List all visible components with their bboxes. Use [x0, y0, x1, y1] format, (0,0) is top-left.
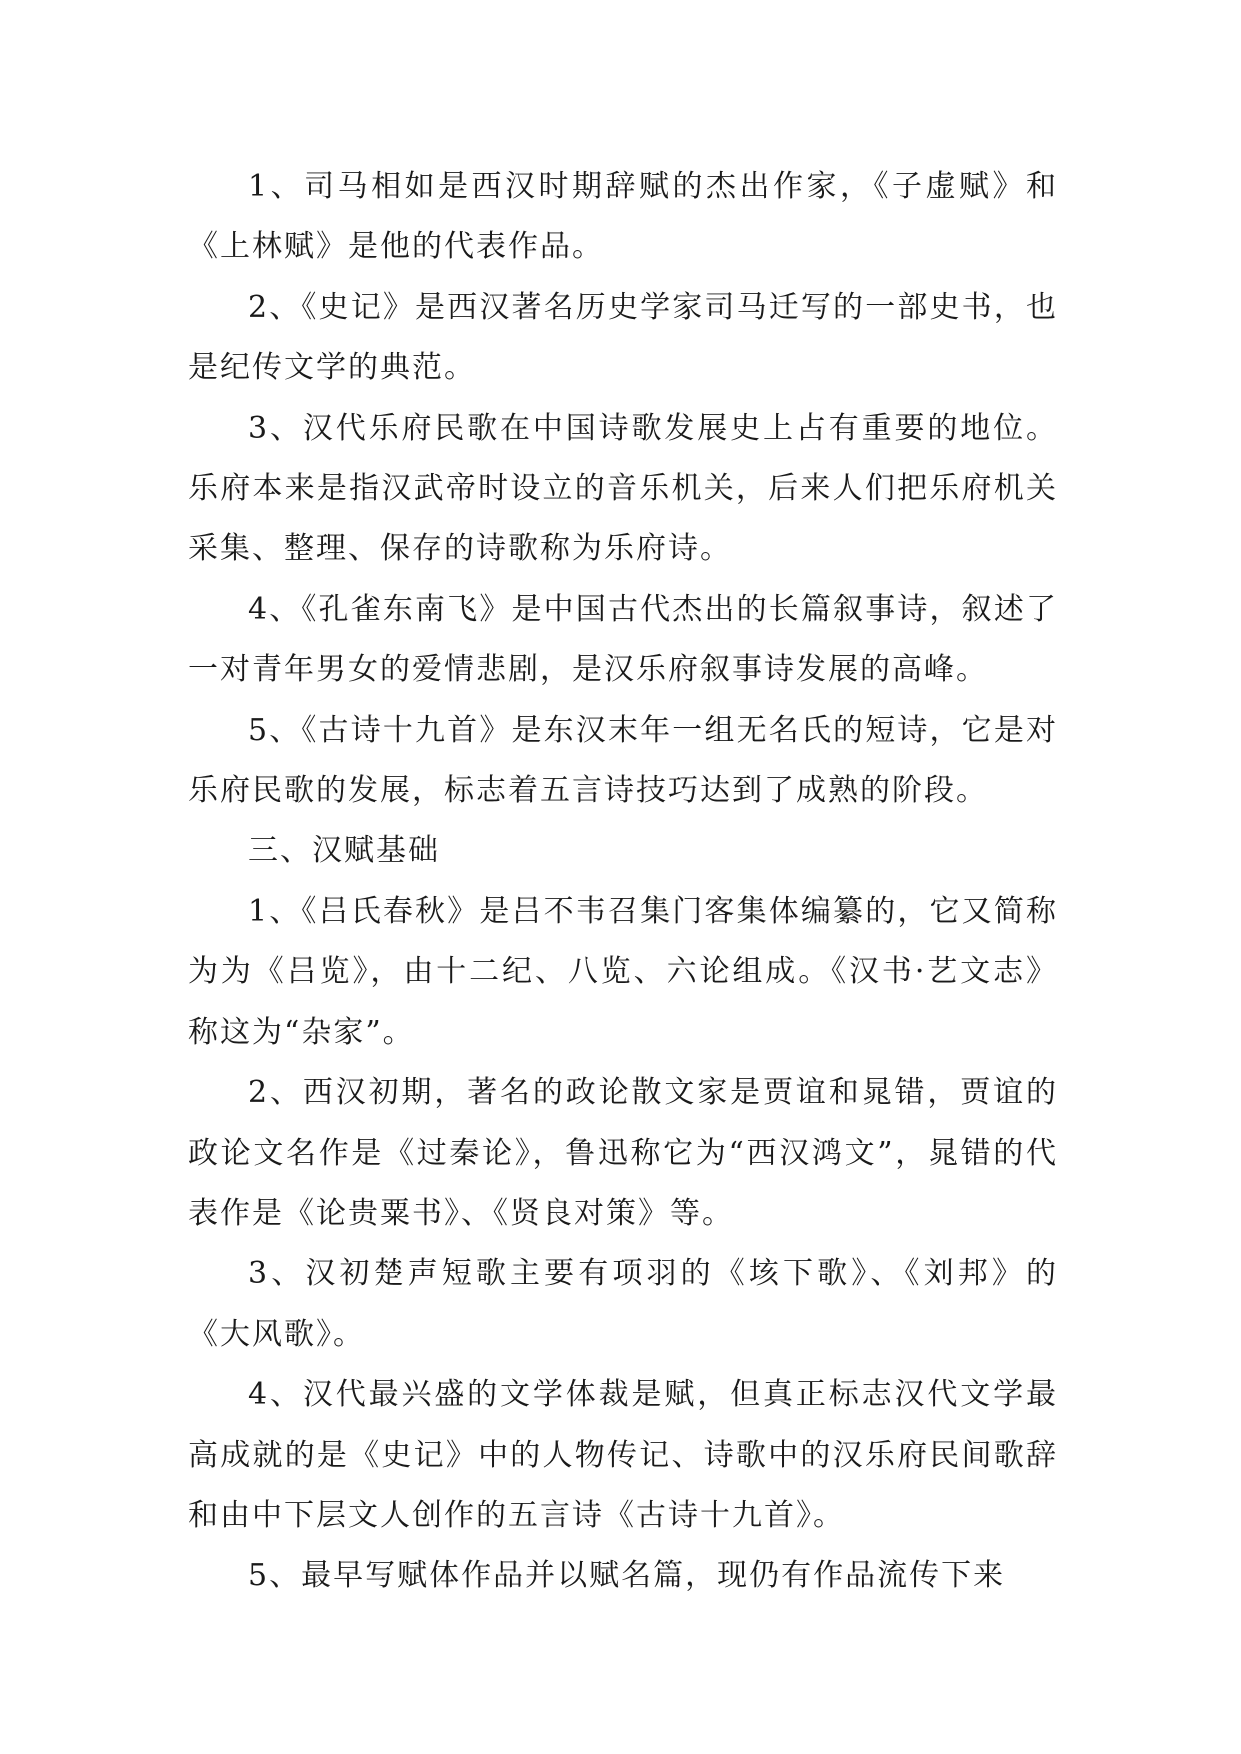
- paragraph-6: 1、《吕氏春秋》是吕不韦召集门客集体编纂的，它又简称为为《吕览》，由十二纪、八览、六论组成。《汉书·艺文志》称这为“杂家”。: [188, 893, 1058, 1050]
- paragraph-7: 2、西汉初期，著名的政论散文家是贾谊和晁错，贾谊的政论文名作是《过秦论》，鲁迅称它为“西汉鸿文”，晁错的代表作是《论贵粟书》、《贤良对策》等。: [188, 1075, 1058, 1231]
- paragraph-3: 3、汉代乐府民歌在中国诗歌发展史上占有重要的地位。乐府本来是指汉武帝时设立的音乐机关，后来人们把乐府机关采集、整理、保存的诗歌称为乐府诗。: [188, 410, 1058, 567]
- paragraph-2: 2、《史记》是西汉著名历史学家司马迁写的一部史书，也是纪传文学的典范。: [188, 289, 1058, 386]
- paragraph-10: 5、最早写赋体作品并以赋名篇，现仍有作品流传下来: [248, 1558, 1006, 1594]
- section-heading: 三、汉赋基础: [248, 833, 440, 869]
- document-body: [188, 157, 1058, 1607]
- paragraph-1: 1、司马相如是西汉时期辞赋的杰出作家，《子虚赋》和《上林赋》是他的代表作品。: [188, 169, 1058, 265]
- paragraph-9: 4、汉代最兴盛的文学体裁是赋，但真正标志汉代文学最高成就的是《史记》中的人物传记、诗歌中的汉乐府民间歌辞和由中下层文人创作的五言诗《古诗十九首》。: [188, 1377, 1058, 1533]
- paragraph-8: 3、汉初楚声短歌主要有项羽的《垓下歌》、《刘邦》的《大风歌》。: [188, 1256, 1058, 1352]
- paragraph-4: 4、《孔雀东南飞》是中国古代杰出的长篇叙事诗，叙述了一对青年男女的爱情悲剧，是汉乐府叙事诗发展的高峰。: [188, 591, 1058, 688]
- paragraph-5: 5、《古诗十九首》是东汉末年一组无名氏的短诗，它是对乐府民歌的发展，标志着五言诗技巧达到了成熟的阶段。: [188, 712, 1058, 809]
